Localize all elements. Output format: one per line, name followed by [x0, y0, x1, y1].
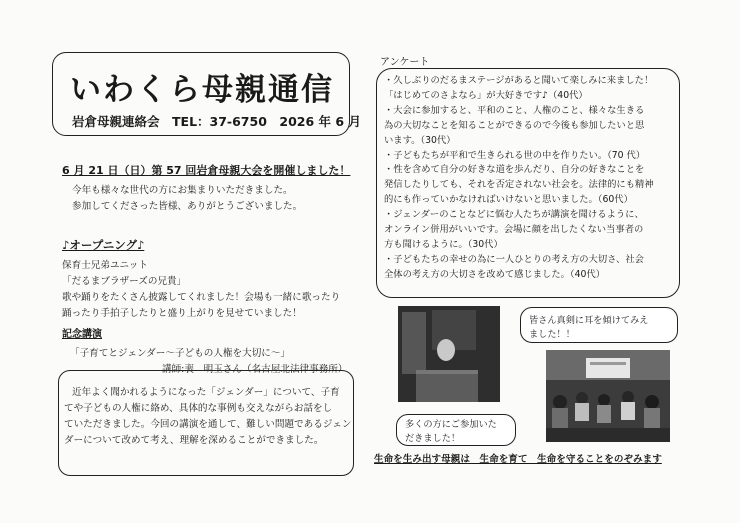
bubble-line: 多くの方にご参加いた	[405, 419, 497, 430]
audience-photo	[546, 350, 670, 442]
survey-line: 方も聞けるように。（30代）	[384, 238, 503, 250]
survey-line: います。（30代）	[384, 134, 456, 146]
bubble-line: だきました！	[405, 433, 461, 444]
comment-bubble-top	[520, 307, 678, 343]
lecture-line: 近年よく聞かれるようになった「ジェンダー」について、子育	[72, 387, 340, 398]
opening-heading: ♪オープニング♪	[62, 238, 145, 252]
survey-line: ・子どもたちの幸せの為に一人ひとりの考え方の大切さ、社会	[384, 253, 644, 265]
event-line: 参加してくださった皆様、ありがとうございました。	[72, 201, 303, 212]
opening-line: 保育士兄弟ユニット	[62, 260, 148, 271]
survey-line: ・大会に参加すると、平和のこと、人権のこと、様々な生きる	[384, 104, 645, 116]
lecture-speaker: 講師:裵 明玉さん（名古屋北法律事務所）	[162, 364, 348, 375]
opening-line: 踊ったり手拍子したりと盛り上がりを見せていました！	[62, 308, 302, 319]
event-line: 今年も様々な世代の方にお集まりいただきました。	[72, 185, 293, 196]
survey-line: ・性を含めて自分の好きな道を歩んだり、自分の好きなことを	[384, 164, 645, 176]
lecture-title: 「子育てとジェンダー～子どもの人権を大切に～」	[70, 348, 291, 359]
lecture-heading: 記念講演	[62, 329, 102, 340]
lecture-line: てや子どもの人権に絡め、具体的な事例も交えながらお話をし	[64, 403, 333, 414]
survey-line: 為の大切なことを知ることができるので今後も参加したいと思	[384, 119, 645, 131]
survey-line: ・ジェンダーのことなどに悩む人たちが講演を聞けるように、	[384, 209, 644, 221]
opening-line: 「だるまブラザーズの兄貴」	[62, 276, 187, 287]
bubble-line: 皆さん真剣に耳を傾けてみえ	[529, 315, 649, 326]
survey-comments	[384, 74, 654, 283]
lecture-photo-drawing	[398, 306, 500, 402]
comment-bubble-bottom	[396, 414, 516, 446]
bubble-line: ました！！	[529, 329, 575, 340]
survey-heading: アンケート	[380, 57, 430, 68]
survey-line: 全体の考え方の大切さを改めて感じました。（40代）	[384, 268, 606, 280]
lecture-line: ダーについて改めて考え、理解を深めることができました。	[64, 435, 324, 446]
survey-line: 的にも作っていかなければいけないと思いました。（60代）	[384, 194, 633, 206]
survey-line: 発信したりしても、それを否定されない社会を。法律的にも精神	[384, 179, 654, 191]
survey-line: オンライン併用がいいです。会場に顔を出したくない当事者の	[384, 224, 644, 236]
opening-line: 歌や踊りをたくさん披露してくれました！会場も一緒に歌ったり	[62, 292, 341, 303]
survey-line: 「はじめてのさよなら」が大好きです♪（40代）	[384, 89, 588, 101]
event-heading: 6 月 21 日（日）第 57 回岩倉母親大会を開催しました！	[62, 164, 351, 177]
slogan: 生命を生み出す母親は 生命を育て 生命を守ることをのぞみます	[374, 454, 662, 465]
survey-line: ・子どもたちが平和で生きられる世の中を作りたい。（70 代）	[384, 149, 646, 161]
organization-line: 岩倉母親連絡会 TEL：37-6750 2026 年 6 月	[72, 114, 361, 129]
newsletter-title: いわくら母親通信	[70, 72, 334, 108]
lecture-line: ていただきました。今回の講演を通して、難しい問題であるジェン	[64, 419, 352, 430]
lecture-photo	[398, 306, 500, 402]
survey-line: ・久しぶりのだるまステージがあると聞いて楽しみに来ました！	[384, 75, 654, 86]
audience-photo-drawing	[546, 350, 670, 442]
